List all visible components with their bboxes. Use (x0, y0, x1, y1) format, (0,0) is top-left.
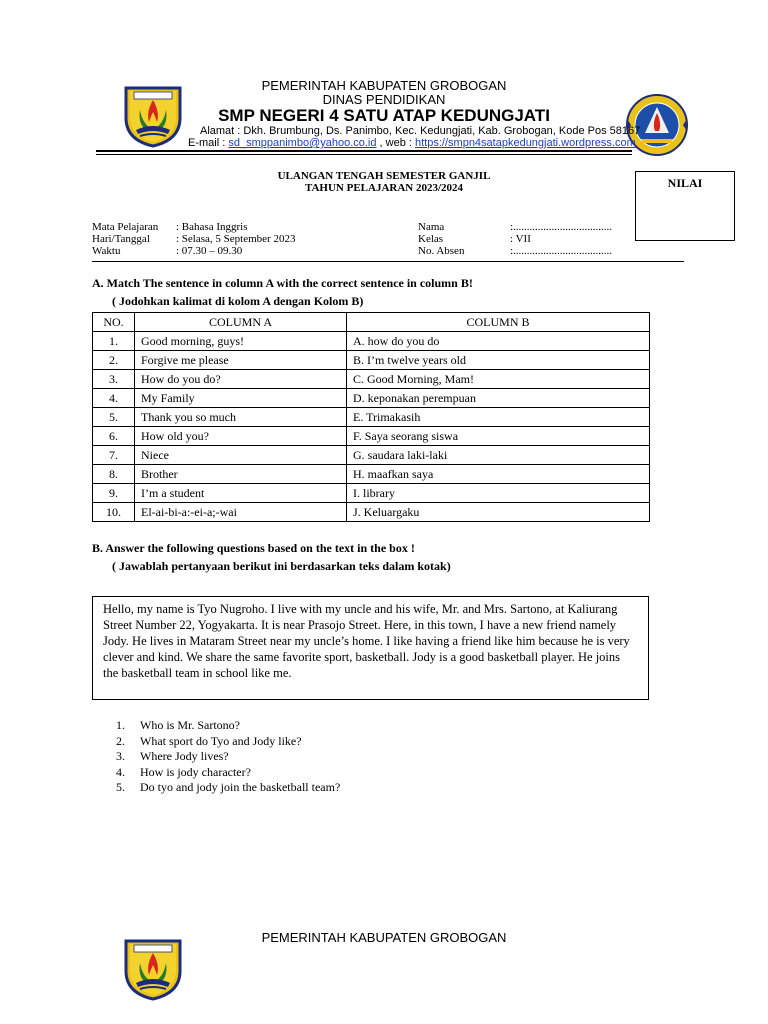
column-b-cell: G. saudara laki-laki (347, 446, 650, 465)
class-value: : VII (510, 233, 531, 245)
score-label: NILAI (667, 176, 703, 190)
email-link[interactable]: sd_smppanimbo@yahoo.co.id (228, 137, 377, 149)
contact-line (188, 137, 636, 149)
column-a-cell: I’m a student (135, 484, 347, 503)
web-label: , web : (376, 137, 416, 149)
question-text: What sport do Tyo and Jody like? (140, 733, 302, 748)
table-row (93, 408, 650, 427)
column-b-cell: J. Keluargaku (347, 503, 650, 522)
column-a-cell: How do you do? (135, 370, 347, 389)
section-a-heading: A. Match The sentence in column A with the correct sentence in column B! (92, 276, 473, 290)
table-row (93, 503, 650, 522)
column-b-cell: H. maafkan saya (347, 465, 650, 484)
table-row (93, 465, 650, 484)
table-row (93, 370, 650, 389)
table-row (93, 389, 650, 408)
table-row (93, 351, 650, 370)
list-item (116, 780, 340, 796)
row-number: 9. (93, 484, 135, 503)
question-list (116, 718, 340, 796)
column-a-cell: Forgive me please (135, 351, 347, 370)
row-number: 6. (93, 427, 135, 446)
row-number: 1. (93, 332, 135, 351)
time-value: : 07.30 – 09.30 (176, 245, 243, 257)
list-item (116, 718, 340, 734)
table-row (93, 446, 650, 465)
column-a-cell: Brother (135, 465, 347, 484)
next-page-government-name: PEMERINTAH KABUPATEN GROBOGAN (261, 930, 507, 945)
header-no: NO. (93, 313, 135, 332)
subject-label: Mata Pelajaran (92, 221, 159, 233)
column-b-cell: I. library (347, 484, 650, 503)
column-b-cell: F. Saya seorang siswa (347, 427, 650, 446)
list-item (116, 765, 340, 781)
score-box (635, 171, 735, 241)
list-item (116, 749, 340, 765)
table-row (93, 332, 650, 351)
class-label: Kelas (418, 233, 444, 245)
row-number: 3. (93, 370, 135, 389)
web-link[interactable]: https://smpn4satapkedungjati.wordpress.com (415, 137, 636, 149)
question-number: 2. (116, 733, 125, 748)
section-b-heading: B. Answer the following questions based on the text in the box ! (92, 541, 415, 555)
column-a-cell: El-ai-bi-a:-ei-a;-wai (135, 503, 347, 522)
table-row (93, 427, 650, 446)
row-number: 4. (93, 389, 135, 408)
absen-label: No. Absen (418, 245, 465, 257)
column-b-cell: B. I’m twelve years old (347, 351, 650, 370)
question-text: Who is Mr. Sartono? (140, 718, 240, 732)
question-number: 3. (116, 749, 125, 763)
row-number: 5. (93, 408, 135, 427)
email-label: E-mail : (188, 137, 229, 149)
name-field[interactable]: :.................................... (510, 221, 613, 233)
letterhead-rule-thick (96, 150, 632, 152)
table-header-row (93, 313, 650, 332)
row-number: 2. (93, 351, 135, 370)
list-item (116, 734, 340, 750)
exam-title: ULANGAN TENGAH SEMESTER GANJIL (277, 170, 491, 182)
name-label: Nama (418, 221, 445, 233)
school-name: SMP NEGERI 4 SATU ATAP KEDUNGJATI (218, 106, 550, 125)
column-b-cell: D. keponakan perempuan (347, 389, 650, 408)
academic-year: TAHUN PELAJARAN 2023/2024 (304, 182, 464, 194)
column-a-cell: How old you? (135, 427, 347, 446)
day-value: : Selasa, 5 September 2023 (176, 233, 296, 245)
column-a-cell: My Family (135, 389, 347, 408)
reading-passage: Hello, my name is Tyo Nugroho. I live with my uncle and his wife, Mr. and Mrs. Sartono, at Kaliurang Street Number 22, Yogyakarta. It is near Prasojo Street. Here, in this town, I have a new friend namely Jody. He lives in Mataram Street near my uncle’s home. I like having a friend like him because he is very clever and kind. We share the same favorite sport, basketball. Jody is a good basketball player. He joins the basketball team in school like me. (103, 602, 630, 680)
government-name: PEMERINTAH KABUPATEN GROBOGAN (261, 78, 507, 93)
matching-table (92, 312, 650, 522)
question-number: 4. (116, 764, 125, 779)
column-b-cell: A. how do you do (347, 332, 650, 351)
row-number: 8. (93, 465, 135, 484)
row-number: 10. (93, 503, 135, 522)
question-text: Where Jody lives? (140, 749, 229, 763)
section-a-subheading: ( Jodohkan kalimat di kolom A dengan Kolom B) (112, 294, 364, 308)
day-label: Hari/Tanggal (92, 233, 150, 245)
table-row (93, 484, 650, 503)
question-text: Do tyo and jody join the basketball team? (140, 780, 341, 794)
question-number: 1. (116, 718, 125, 732)
column-a-cell: Niece (135, 446, 347, 465)
column-a-cell: Thank you so much (135, 408, 347, 427)
letterhead-rule-thin (96, 154, 632, 155)
question-text: How is jody character? (140, 764, 251, 779)
info-divider (92, 261, 684, 262)
department-name: DINAS PENDIDIKAN (322, 92, 446, 107)
row-number: 7. (93, 446, 135, 465)
header-column-b: COLUMN B (347, 313, 650, 332)
school-address: Alamat : Dkh. Brumbung, Ds. Panimbo, Kec. Kedungjati, Kab. Grobogan, Kode Pos 58167 (200, 125, 641, 137)
subject-value: : Bahasa Inggris (176, 221, 248, 233)
column-b-cell: C. Good Morning, Mam! (347, 370, 650, 389)
column-a-cell: Good morning, guys! (135, 332, 347, 351)
column-b-cell: E. Trimakasih (347, 408, 650, 427)
section-b-subheading: ( Jawablah pertanyaan berikut ini berdasarkan teks dalam kotak) (112, 559, 451, 573)
reading-passage-box (92, 596, 649, 700)
absen-field[interactable]: :.................................... (510, 245, 613, 257)
time-label: Waktu (92, 245, 121, 257)
header-column-a: COLUMN A (135, 313, 347, 332)
question-number: 5. (116, 780, 125, 794)
